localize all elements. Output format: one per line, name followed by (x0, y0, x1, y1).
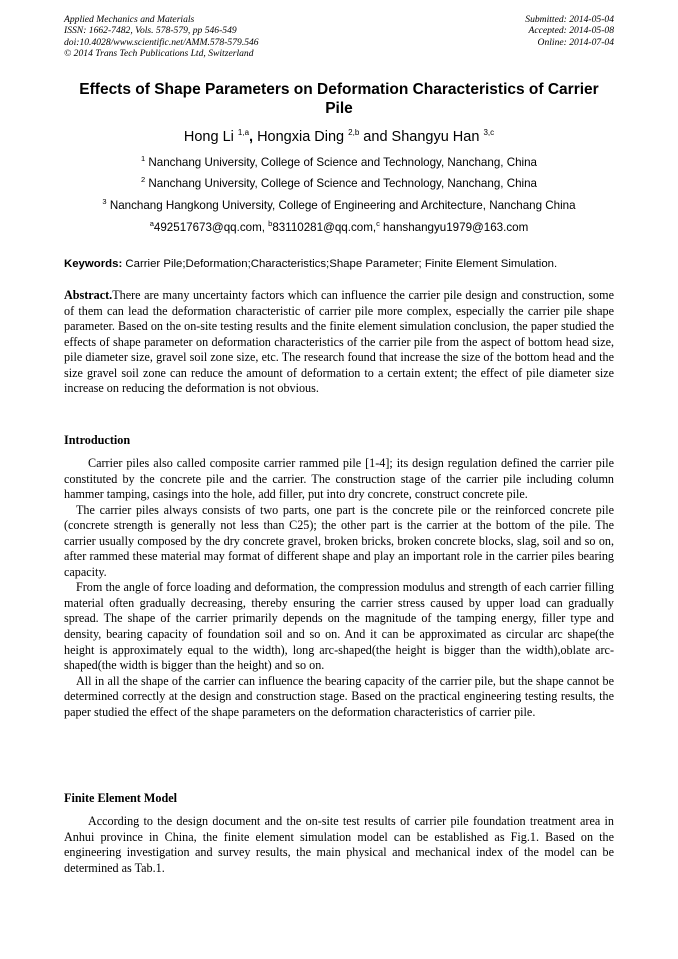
affiliation-3-text: Nanchang Hangkong University, College of Engineering and Architecture, Nanchang China (106, 199, 576, 212)
author-separator: , (249, 129, 254, 145)
affiliation-1-text: Nanchang University, College of Science and Technology, Nanchang, China (145, 156, 538, 169)
author-2: Hongxia Ding (253, 129, 349, 145)
introduction-heading: Introduction (64, 433, 131, 447)
email-b-sup: b (268, 219, 273, 228)
affiliation-3 (64, 199, 614, 213)
keywords-text: Carrier Pile;Deformation;Characteristics;Shape Parameter; Finite Element Simulation. (122, 258, 558, 270)
affiliation-1-sup: 1 (140, 154, 146, 163)
online-date: Online: 2014-07-04 (537, 36, 614, 48)
email-b: 83110281@qq.com, (272, 221, 377, 234)
intro-paragraph-4: All in all the shape of the carrier can influence the bearing capacity of the carrier pile, but the shape cannot be determined correctly at the design and construction stage. Based on the practical engineering testing results, the paper studied the effect of the shape parameters on the deformation characteristics of carrier pile. (64, 673, 614, 719)
affiliation-2 (64, 177, 614, 191)
intro-paragraph-1: Carrier piles also called composite carrier rammed pile [1-4]; its design regulation defined the carrier pile constituted by the concrete pile and the carrier. The construction stage of the carrier pile including column hammer tamping, casings into the hole, add filler, put into dry concrete, construct concrete pile. (64, 456, 614, 502)
accepted-date: Accepted: 2014-05-08 (528, 25, 614, 37)
email-a: 492517673@qq.com, (153, 221, 269, 234)
abstract (64, 288, 614, 397)
abstract-text: There are many uncertainty factors which can influence the carrier pile design and construction, some of them can lead the deformation characteristic of carrier pile more complex, especially the carrier pile shape parameter. Based on the on-site testing results and the finite element simulation conclusion, the paper studied the effects of shape parameter on deformation characteristics of the carrier pile from the aspect of bottom head size, pile diameter size, gravel soil zone size, etc. The research found that increase the size of the bottom head and the size gravel soil zone can reduce the amount of deformation to a certain extent; the effect of pile diameter size increase on reducing the deformation is not obvious. (64, 288, 614, 396)
email-c-sup: c (376, 219, 380, 228)
affiliation-3-sup: 3 (102, 197, 107, 206)
journal-name: Applied Mechanics and Materials (64, 14, 195, 25)
intro-paragraph-2: The carrier piles always consists of two parts, one part is the concrete pile or the reinforced concrete pile (concrete strength is generally not less than C25); the other part is the carrier at the bottom of the pile. The carrier usually composed by the dry concrete gravel, broken bricks, broken concrete blocks, slag, soil and so on, after rammed these material may format of different shape and play an important role in the carrier piles bearing capacity. (64, 502, 614, 579)
keywords-label: Keywords: (64, 258, 123, 270)
journal-info (64, 14, 259, 60)
author-3-sup: 3,c (483, 128, 495, 137)
introduction-body (64, 456, 614, 720)
author-2-sup: 2,b (348, 128, 360, 137)
submission-dates (525, 14, 614, 48)
author-3: and Shangyu Han (359, 129, 484, 145)
author-1: Hong Li (183, 129, 238, 145)
fem-body (64, 814, 614, 876)
email-a-sup: a (149, 219, 154, 228)
journal-doi: doi:10.4028/www.scientific.net/AMM.578-579.546 (64, 36, 259, 48)
intro-paragraph-3: From the angle of force loading and deformation, the compression modulus and strength of each carrier filling material often gradually decreasing, thereby ensuring the carrier stress caused by upper load can gradually spread. The shape of the carrier primarily depends on the magnitude of the tamping energy, filler type and density, bearing capacity of foundation soil and so on. And it can be approximated as circular arc shape(the height is approximately equal to the width), long arc-shaped(the height is bigger than the width),oblate arc-shaped(the width is bigger than the height) and so on. (64, 580, 614, 673)
author-1-sup: 1,a (237, 128, 250, 137)
journal-issn: ISSN: 1662-7482, Vols. 578-579, pp 546-549 (64, 25, 237, 37)
keywords (64, 257, 624, 271)
abstract-label: Abstract. (64, 288, 113, 302)
fem-heading: Finite Element Model (64, 791, 178, 805)
affiliation-2-sup: 2 (140, 175, 146, 184)
affiliation-2-text: Nanchang University, College of Science and Technology, Nanchang, China (145, 177, 538, 190)
affiliation-1 (64, 156, 614, 170)
submitted-date: Submitted: 2014-05-04 (525, 14, 614, 25)
author-line (64, 128, 614, 146)
email-c: hanshangyu1979@163.com (379, 221, 529, 234)
journal-copyright: © 2014 Trans Tech Publications Ltd, Switzerland (64, 48, 254, 60)
paper-title: Effects of Shape Parameters on Deformation Characteristics of Carrier Pile (79, 81, 599, 117)
email-line (64, 221, 614, 235)
fem-paragraph-1: According to the design document and the on-site test results of carrier pile foundation treatment area in Anhui province in China, the finite element simulation model can be established as Fig.1. Based on the engineering investigation and survey results, the main physical and mechanical index of the model can be determined as Tab.1. (64, 814, 614, 875)
